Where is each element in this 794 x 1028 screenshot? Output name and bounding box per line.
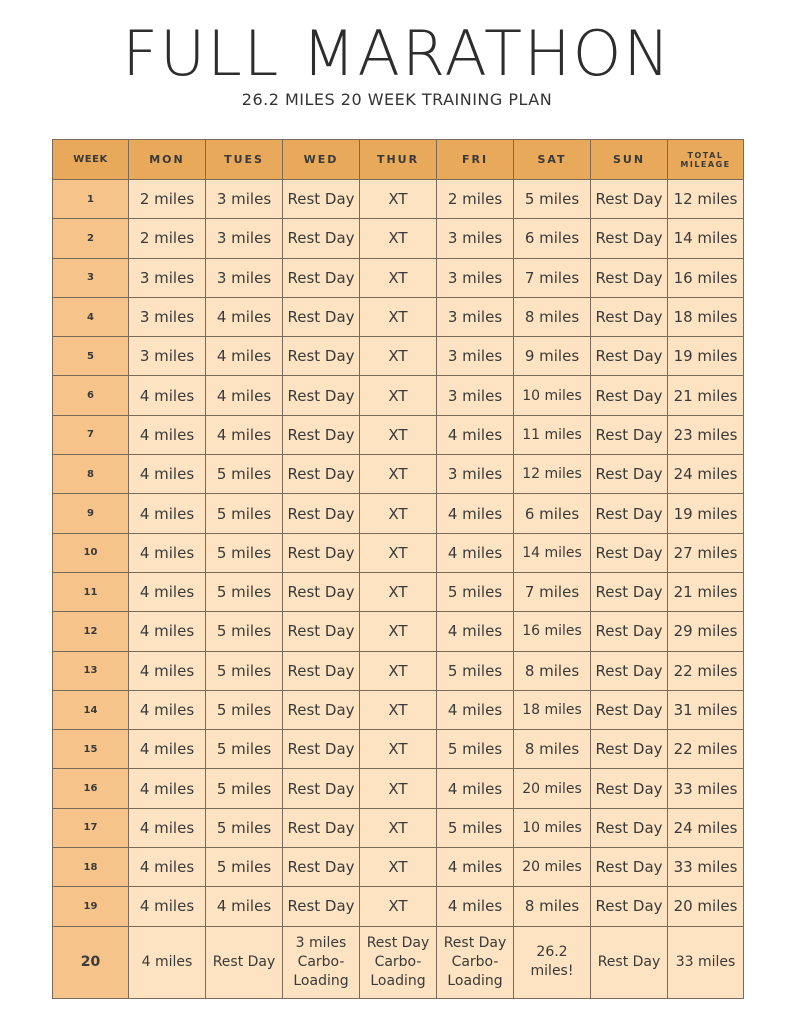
- table-row: [53, 415, 744, 454]
- cell-total-mileage: 23 miles: [668, 415, 744, 454]
- cell-tues: 5 miles: [206, 769, 283, 808]
- cell-mon: 4 miles: [129, 572, 206, 611]
- cell-week: 6: [53, 376, 129, 415]
- cell-total-mileage: 18 miles: [668, 297, 744, 336]
- cell-week: 15: [53, 730, 129, 769]
- cell-week: 11: [53, 572, 129, 611]
- cell-thur: XT: [360, 533, 437, 572]
- cell-sun: Rest Day: [591, 651, 668, 690]
- page-subtitle: 26.2 MILES 20 WEEK TRAINING PLAN: [241, 90, 553, 109]
- table-row: [53, 651, 744, 690]
- cell-thur: Rest Day Carbo-Loading: [360, 926, 437, 998]
- cell-fri: 3 miles: [437, 455, 514, 494]
- cell-thur: XT: [360, 808, 437, 847]
- cell-total-mileage: 33 miles: [668, 769, 744, 808]
- cell-mon: 4 miles: [129, 455, 206, 494]
- cell-thur: XT: [360, 258, 437, 297]
- cell-week: 8: [53, 455, 129, 494]
- cell-fri: 5 miles: [437, 572, 514, 611]
- cell-wed: Rest Day: [283, 258, 360, 297]
- training-plan-table: [52, 139, 744, 999]
- table-row: [53, 219, 744, 258]
- cell-total-mileage: 14 miles: [668, 219, 744, 258]
- cell-total-mileage: 19 miles: [668, 494, 744, 533]
- cell-week: 14: [53, 690, 129, 729]
- cell-wed: Rest Day: [283, 690, 360, 729]
- cell-tues: 3 miles: [206, 180, 283, 219]
- cell-total-mileage: 24 miles: [668, 455, 744, 494]
- cell-total-mileage: 24 miles: [668, 808, 744, 847]
- cell-tues: 5 miles: [206, 612, 283, 651]
- cell-sat: 8 miles: [514, 297, 591, 336]
- cell-wed: Rest Day: [283, 572, 360, 611]
- cell-mon: 4 miles: [129, 494, 206, 533]
- header-total-mileage: TOTAL MILEAGE: [668, 140, 744, 180]
- cell-wed: Rest Day: [283, 887, 360, 926]
- cell-tues: 4 miles: [206, 337, 283, 376]
- cell-sun: Rest Day: [591, 769, 668, 808]
- cell-tues: 5 miles: [206, 494, 283, 533]
- cell-mon: 4 miles: [129, 887, 206, 926]
- cell-thur: XT: [360, 690, 437, 729]
- cell-thur: XT: [360, 455, 437, 494]
- cell-tues: 4 miles: [206, 376, 283, 415]
- cell-tues: 5 miles: [206, 572, 283, 611]
- cell-thur: XT: [360, 415, 437, 454]
- cell-tues: Rest Day: [206, 926, 283, 998]
- cell-sat: 10 miles: [514, 808, 591, 847]
- cell-total-mileage: 16 miles: [668, 258, 744, 297]
- cell-week: 18: [53, 848, 129, 887]
- cell-sat: 20 miles: [514, 769, 591, 808]
- cell-sun: Rest Day: [591, 455, 668, 494]
- cell-mon: 4 miles: [129, 612, 206, 651]
- cell-fri: 5 miles: [437, 730, 514, 769]
- cell-sat: 8 miles: [514, 651, 591, 690]
- cell-total-mileage: 21 miles: [668, 376, 744, 415]
- cell-sat: 9 miles: [514, 337, 591, 376]
- cell-week: 20: [53, 926, 129, 998]
- table-row: [53, 572, 744, 611]
- cell-wed: Rest Day: [283, 730, 360, 769]
- cell-week: 2: [53, 219, 129, 258]
- cell-thur: XT: [360, 180, 437, 219]
- cell-thur: XT: [360, 887, 437, 926]
- cell-sun: Rest Day: [591, 258, 668, 297]
- cell-sat: 16 miles: [514, 612, 591, 651]
- cell-sat: 26.2 miles!: [514, 926, 591, 998]
- cell-wed: Rest Day: [283, 219, 360, 258]
- cell-mon: 4 miles: [129, 651, 206, 690]
- cell-wed: Rest Day: [283, 769, 360, 808]
- cell-week: 16: [53, 769, 129, 808]
- cell-fri: 3 miles: [437, 297, 514, 336]
- cell-fri: 4 miles: [437, 690, 514, 729]
- cell-wed: Rest Day: [283, 455, 360, 494]
- header-thur: THUR: [360, 140, 437, 180]
- cell-sat: 6 miles: [514, 219, 591, 258]
- cell-mon: 4 miles: [129, 769, 206, 808]
- cell-total-mileage: 22 miles: [668, 730, 744, 769]
- cell-tues: 5 miles: [206, 533, 283, 572]
- header-row: [53, 140, 744, 180]
- cell-sun: Rest Day: [591, 180, 668, 219]
- cell-sun: Rest Day: [591, 415, 668, 454]
- cell-thur: XT: [360, 337, 437, 376]
- cell-mon: 4 miles: [129, 926, 206, 998]
- cell-mon: 4 miles: [129, 730, 206, 769]
- cell-sat: 20 miles: [514, 848, 591, 887]
- cell-wed: Rest Day: [283, 612, 360, 651]
- cell-thur: XT: [360, 730, 437, 769]
- cell-thur: XT: [360, 612, 437, 651]
- cell-thur: XT: [360, 494, 437, 533]
- cell-thur: XT: [360, 651, 437, 690]
- cell-mon: 2 miles: [129, 180, 206, 219]
- cell-sat: 7 miles: [514, 258, 591, 297]
- table-row: [53, 258, 744, 297]
- cell-sun: Rest Day: [591, 533, 668, 572]
- cell-thur: XT: [360, 572, 437, 611]
- cell-wed: Rest Day: [283, 533, 360, 572]
- cell-mon: 3 miles: [129, 337, 206, 376]
- header-week: WEEK: [53, 140, 129, 180]
- cell-fri: 4 miles: [437, 848, 514, 887]
- header-wed: WED: [283, 140, 360, 180]
- cell-sat: 12 miles: [514, 455, 591, 494]
- cell-fri: 4 miles: [437, 494, 514, 533]
- cell-wed: Rest Day: [283, 651, 360, 690]
- cell-tues: 4 miles: [206, 415, 283, 454]
- cell-total-mileage: 20 miles: [668, 887, 744, 926]
- cell-sat: 7 miles: [514, 572, 591, 611]
- cell-sun: Rest Day: [591, 297, 668, 336]
- cell-sat: 8 miles: [514, 887, 591, 926]
- cell-tues: 5 miles: [206, 455, 283, 494]
- cell-wed: Rest Day: [283, 415, 360, 454]
- header-sat: SAT: [514, 140, 591, 180]
- cell-wed: Rest Day: [283, 494, 360, 533]
- cell-wed: Rest Day: [283, 297, 360, 336]
- cell-fri: 3 miles: [437, 219, 514, 258]
- cell-fri: 3 miles: [437, 376, 514, 415]
- cell-total-mileage: 21 miles: [668, 572, 744, 611]
- cell-fri: 5 miles: [437, 651, 514, 690]
- cell-sun: Rest Day: [591, 848, 668, 887]
- cell-tues: 5 miles: [206, 690, 283, 729]
- table-body: [53, 180, 744, 999]
- cell-week: 1: [53, 180, 129, 219]
- cell-fri: 3 miles: [437, 258, 514, 297]
- cell-mon: 4 miles: [129, 690, 206, 729]
- cell-sat: 11 miles: [514, 415, 591, 454]
- cell-total-mileage: 12 miles: [668, 180, 744, 219]
- cell-week: 10: [53, 533, 129, 572]
- cell-sat: 6 miles: [514, 494, 591, 533]
- cell-week: 9: [53, 494, 129, 533]
- cell-sun: Rest Day: [591, 337, 668, 376]
- cell-mon: 3 miles: [129, 297, 206, 336]
- cell-fri: 4 miles: [437, 769, 514, 808]
- cell-week: 17: [53, 808, 129, 847]
- cell-week: 5: [53, 337, 129, 376]
- cell-sun: Rest Day: [591, 730, 668, 769]
- cell-mon: 4 miles: [129, 808, 206, 847]
- cell-week: 3: [53, 258, 129, 297]
- cell-sat: 14 miles: [514, 533, 591, 572]
- cell-thur: XT: [360, 219, 437, 258]
- cell-total-mileage: 22 miles: [668, 651, 744, 690]
- cell-week: 7: [53, 415, 129, 454]
- header-sun: SUN: [591, 140, 668, 180]
- cell-tues: 4 miles: [206, 887, 283, 926]
- cell-mon: 4 miles: [129, 415, 206, 454]
- cell-tues: 3 miles: [206, 258, 283, 297]
- table-row: [53, 180, 744, 219]
- table-row: [53, 808, 744, 847]
- cell-fri: 4 miles: [437, 887, 514, 926]
- cell-tues: 4 miles: [206, 297, 283, 336]
- cell-wed: 3 miles Carbo-Loading: [283, 926, 360, 998]
- cell-sun: Rest Day: [591, 219, 668, 258]
- cell-week: 19: [53, 887, 129, 926]
- cell-sat: 5 miles: [514, 180, 591, 219]
- table-row: [53, 297, 744, 336]
- cell-mon: 3 miles: [129, 258, 206, 297]
- table-row: [53, 376, 744, 415]
- table-row: [53, 455, 744, 494]
- header-tues: TUES: [206, 140, 283, 180]
- cell-tues: 5 miles: [206, 848, 283, 887]
- table-row: [53, 730, 744, 769]
- table-row: [53, 887, 744, 926]
- header-fri: FRI: [437, 140, 514, 180]
- cell-wed: Rest Day: [283, 376, 360, 415]
- table-row: [53, 533, 744, 572]
- cell-fri: 4 miles: [437, 612, 514, 651]
- table-row: [53, 926, 744, 998]
- cell-wed: Rest Day: [283, 808, 360, 847]
- cell-wed: Rest Day: [283, 337, 360, 376]
- cell-week: 12: [53, 612, 129, 651]
- cell-week: 13: [53, 651, 129, 690]
- cell-sun: Rest Day: [591, 376, 668, 415]
- table-row: [53, 337, 744, 376]
- cell-tues: 5 miles: [206, 730, 283, 769]
- cell-sun: Rest Day: [591, 887, 668, 926]
- cell-sun: Rest Day: [591, 494, 668, 533]
- cell-total-mileage: 33 miles: [668, 848, 744, 887]
- cell-mon: 4 miles: [129, 848, 206, 887]
- cell-sun: Rest Day: [591, 612, 668, 651]
- cell-week: 4: [53, 297, 129, 336]
- cell-fri: Rest Day Carbo-Loading: [437, 926, 514, 998]
- cell-total-mileage: 29 miles: [668, 612, 744, 651]
- cell-thur: XT: [360, 297, 437, 336]
- cell-sat: 10 miles: [514, 376, 591, 415]
- cell-tues: 3 miles: [206, 219, 283, 258]
- cell-sun: Rest Day: [591, 926, 668, 998]
- cell-fri: 4 miles: [437, 533, 514, 572]
- page-title: FULL MARATHON: [122, 17, 672, 90]
- table-row: [53, 769, 744, 808]
- cell-wed: Rest Day: [283, 848, 360, 887]
- cell-mon: 2 miles: [129, 219, 206, 258]
- cell-mon: 4 miles: [129, 533, 206, 572]
- header-mon: MON: [129, 140, 206, 180]
- table-row: [53, 494, 744, 533]
- cell-sat: 8 miles: [514, 730, 591, 769]
- table-row: [53, 848, 744, 887]
- cell-tues: 5 miles: [206, 651, 283, 690]
- cell-sun: Rest Day: [591, 572, 668, 611]
- cell-thur: XT: [360, 769, 437, 808]
- table-row: [53, 612, 744, 651]
- cell-total-mileage: 31 miles: [668, 690, 744, 729]
- cell-fri: 5 miles: [437, 808, 514, 847]
- cell-total-mileage: 19 miles: [668, 337, 744, 376]
- cell-total-mileage: 27 miles: [668, 533, 744, 572]
- cell-total-mileage: 33 miles: [668, 926, 744, 998]
- cell-wed: Rest Day: [283, 180, 360, 219]
- cell-sun: Rest Day: [591, 690, 668, 729]
- table-row: [53, 690, 744, 729]
- cell-sun: Rest Day: [591, 808, 668, 847]
- cell-fri: 2 miles: [437, 180, 514, 219]
- cell-tues: 5 miles: [206, 808, 283, 847]
- cell-fri: 3 miles: [437, 337, 514, 376]
- cell-thur: XT: [360, 848, 437, 887]
- cell-fri: 4 miles: [437, 415, 514, 454]
- cell-mon: 4 miles: [129, 376, 206, 415]
- cell-sat: 18 miles: [514, 690, 591, 729]
- cell-thur: XT: [360, 376, 437, 415]
